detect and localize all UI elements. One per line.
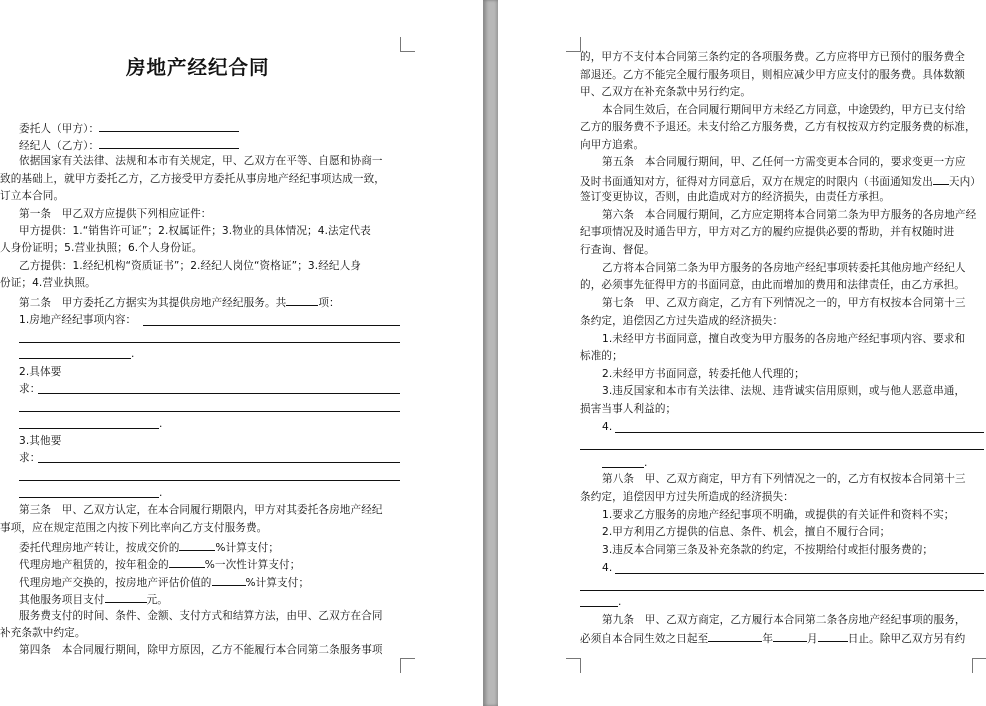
- fee-text: %计算支付；: [215, 542, 280, 554]
- document-page-right[interactable]: [498, 0, 986, 706]
- page-gutter: [483, 0, 498, 706]
- day-blank[interactable]: [818, 630, 848, 642]
- fill-line[interactable]: [19, 480, 400, 481]
- article-1-text: 甲方提供：1.“销售许可证”；2.权属证件；3.物业的具体情况；4.法定代表: [19, 225, 371, 237]
- fee-blank[interactable]: [179, 539, 215, 551]
- article-8-text: 条约定，追偿因甲方过失所造成的经济损失：: [580, 491, 794, 503]
- body-text: 月: [807, 633, 818, 645]
- fill-line[interactable]: [38, 393, 400, 394]
- year-blank[interactable]: [708, 630, 762, 642]
- margin-corner-mark: [400, 37, 415, 52]
- article-5-text: 签订变更协议，否则，由此造成对方的经济损失，由责任方承担。: [580, 191, 891, 203]
- fee-line: [19, 591, 168, 607]
- fill-line[interactable]: [19, 428, 159, 429]
- fee-text: 委托代理房地产转让，按成交价的: [19, 542, 180, 554]
- body-text: 及时书面通知对方，征得对方同意后，双方在规定的时限内（书面通知发出: [580, 176, 933, 188]
- fill-line[interactable]: [602, 467, 644, 468]
- body-line: 乙方的服务费不予退还。未支付给乙方服务费，乙方有权按双方约定服务费的标准，: [580, 121, 976, 133]
- article-6-text: 第六条 本合同履行期间，乙方应定期将本合同第二条为甲方服务的各房地产经: [602, 209, 977, 221]
- fill-line[interactable]: [19, 497, 159, 498]
- fill-line[interactable]: [580, 449, 984, 450]
- fill-line[interactable]: [19, 358, 131, 359]
- item-count-blank[interactable]: [286, 294, 318, 306]
- client-line: [19, 120, 239, 136]
- margin-corner-mark: [566, 37, 581, 52]
- fee-blank[interactable]: [169, 556, 205, 568]
- intro-line: 订立本合同。: [0, 190, 65, 202]
- item-3-label: 3.其他要: [19, 435, 62, 447]
- body-text: 必须自本合同生效之日起至: [580, 633, 709, 645]
- article-1-text: 份证；4.营业执照。: [0, 277, 96, 289]
- article-7-item: 4.: [602, 421, 613, 433]
- article-8-item: 1.要求乙方服务的房地产经纪事项不明确，或提供的有关证件和资料不实；: [602, 509, 955, 521]
- client-label: 委托人（甲方）：: [19, 123, 100, 135]
- contract-title: 房地产经纪合同: [126, 56, 270, 79]
- fee-line: [19, 574, 309, 590]
- item-3-label: 求：: [19, 452, 41, 464]
- fill-line[interactable]: [143, 325, 400, 326]
- intro-line: 致的基础上，就甲方委托乙方，乙方接受甲方委托从事房地产经纪事项达成一致，: [0, 173, 385, 185]
- agent-label: 经纪人（乙方）：: [19, 140, 100, 152]
- article-2-text: 项：: [318, 297, 340, 309]
- body-line: 本合同生效后，在合同履行期间甲方未经乙方同意，中途毁约，甲方已支付给: [602, 104, 966, 116]
- article-1-text: 乙方提供：1.经纪机构“资质证书”；2.经纪人岗位“资格证”；3.经纪人身: [19, 260, 362, 272]
- fee-text: %一次性计算支付；: [204, 559, 301, 571]
- article-8-text: 第八条 甲、乙双方商定，甲方有下列情况之一的，乙方有权按本合同第十三: [602, 473, 966, 485]
- article-7-item: 2.未经甲方书面同意，转委托他人代理的；: [602, 368, 805, 380]
- period-mark: .: [159, 418, 163, 430]
- fee-blank[interactable]: [105, 591, 147, 603]
- period-mark: .: [131, 348, 135, 360]
- body-line: 部退还。乙方不能完全履行服务项目，则相应减少甲方应支付的服务费。具体数额: [580, 69, 965, 81]
- fee-text: 元。: [146, 594, 168, 606]
- item-2-label: 2.具体要: [19, 366, 62, 378]
- margin-corner-mark: [566, 658, 581, 673]
- fill-line[interactable]: [38, 462, 400, 463]
- agent-line: [19, 137, 239, 153]
- article-3-text: 事项，应在规定范围之内按下列比率向乙方支付服务费。: [0, 522, 268, 534]
- fee-text: 其他服务项目支付: [19, 594, 105, 606]
- fee-text: 代理房地产交换的，按房地产评估价值的: [19, 577, 212, 589]
- article-8-item: 3.违反本合同第三条及补充条款的约定，不按期给付或拒付服务费的；: [602, 544, 934, 556]
- fee-blank[interactable]: [212, 574, 246, 586]
- body-line: 乙方将本合同第二条为甲方服务的各房地产经纪事项转委托其他房地产经纪人: [602, 262, 966, 274]
- margin-corner-mark: [400, 658, 415, 673]
- article-4-text: 第四条 本合同履行期间，除甲方原因，乙方不能履行本合同第二条服务事项: [19, 644, 383, 656]
- agent-blank[interactable]: [99, 137, 239, 149]
- article-7-item: 损害当事人利益的；: [580, 403, 677, 415]
- body-text: 天内）: [948, 176, 981, 188]
- body-line: 向甲方追索。: [580, 139, 645, 151]
- article-9-text: 第九条 甲、乙双方商定，乙方履行本合同第二条各房地产经纪事项的服务，: [602, 614, 966, 626]
- body-line: 的，甲方不支付本合同第三条约定的各项服务费。乙方应将甲方已预付的服务费全: [580, 51, 965, 63]
- article-9-text: [580, 630, 965, 646]
- days-blank[interactable]: [933, 173, 949, 185]
- article-7-item: 标准的；: [580, 350, 623, 362]
- article-8-item: 4.: [602, 562, 613, 574]
- article-7-text: 第七条 甲、乙双方商定，乙方有下列情况之一的，甲方有权按本合同第十三: [602, 297, 966, 309]
- article-7-item: 3.违反国家和本市有关法律、法规、违背诚实信用原则，或与他人恶意串通，: [602, 385, 966, 397]
- fee-text: 代理房地产租赁的，按年租金的: [19, 559, 169, 571]
- fill-line[interactable]: [580, 590, 984, 591]
- client-blank[interactable]: [99, 120, 239, 132]
- fee-line: [19, 556, 300, 572]
- article-1-text: 人身份证明；5.营业执照；6.个人身份证。: [0, 242, 203, 254]
- payment-text: 服务费支付的时间、条件、金额、支付方式和结算方法，由甲、乙双方在合同: [19, 610, 383, 622]
- body-line: 的，必须事先征得甲方的书面同意，由此而增加的费用和法律责任，由乙方承担。: [580, 279, 965, 291]
- article-2-text: 第二条 甲方委托乙方据实为其提供房地产经纪服务。共: [19, 297, 287, 309]
- fee-text: %计算支付；: [245, 577, 310, 589]
- fill-line[interactable]: [19, 342, 400, 343]
- period-mark: .: [644, 457, 648, 469]
- fill-line[interactable]: [19, 411, 400, 412]
- article-6-text: 行查询、督促。: [580, 244, 655, 256]
- body-line: 甲、乙双方在补充条款中另行约定。: [580, 86, 752, 98]
- body-text: 年: [762, 633, 774, 645]
- item-2-label: 求：: [19, 383, 41, 395]
- article-3-text: 第三条 甲、乙双方认定，在本合同履行期限内，甲方对其委托各房地产经纪: [19, 504, 383, 516]
- article-8-item: 2.甲方利用乙方提供的信息、条件、机会，擅自不履行合同；: [602, 526, 891, 538]
- article-5-text: [580, 173, 981, 189]
- month-blank[interactable]: [773, 630, 807, 642]
- fill-line[interactable]: [615, 432, 984, 433]
- article-5-text: 第五条 本合同履行期间，甲、乙任何一方需变更本合同的，要求变更一方应: [602, 156, 966, 168]
- document-page-left[interactable]: [0, 0, 483, 706]
- article-7-item: 1.未经甲方书面同意，擅自改变为甲方服务的各房地产经纪事项内容、要求和: [602, 333, 966, 345]
- item-1-label: 1.房地产经纪事项内容：: [19, 314, 137, 326]
- margin-corner-mark: [972, 658, 986, 673]
- period-mark: .: [618, 596, 622, 608]
- fee-line: [19, 539, 279, 555]
- article-6-text: 纪事项情况及时通告甲方，甲方对乙方的履约应提供必要的帮助，并有权随时进: [580, 226, 955, 238]
- article-2-heading: [19, 294, 340, 310]
- payment-text: 补充条款中约定。: [0, 627, 86, 639]
- article-1-heading: 第一条 甲乙双方应提供下列相应证件：: [19, 208, 212, 220]
- intro-line: 依据国家有关法律、法规和本市有关规定，甲、乙双方在平等、自愿和协商一: [19, 155, 383, 167]
- body-text: 日止。除甲乙双方另有约: [847, 633, 966, 645]
- article-7-text: 条约定，追偿因乙方过失造成的经济损失：: [580, 315, 784, 327]
- period-mark: .: [159, 487, 163, 499]
- fill-line[interactable]: [615, 573, 984, 574]
- fill-line[interactable]: [580, 606, 618, 607]
